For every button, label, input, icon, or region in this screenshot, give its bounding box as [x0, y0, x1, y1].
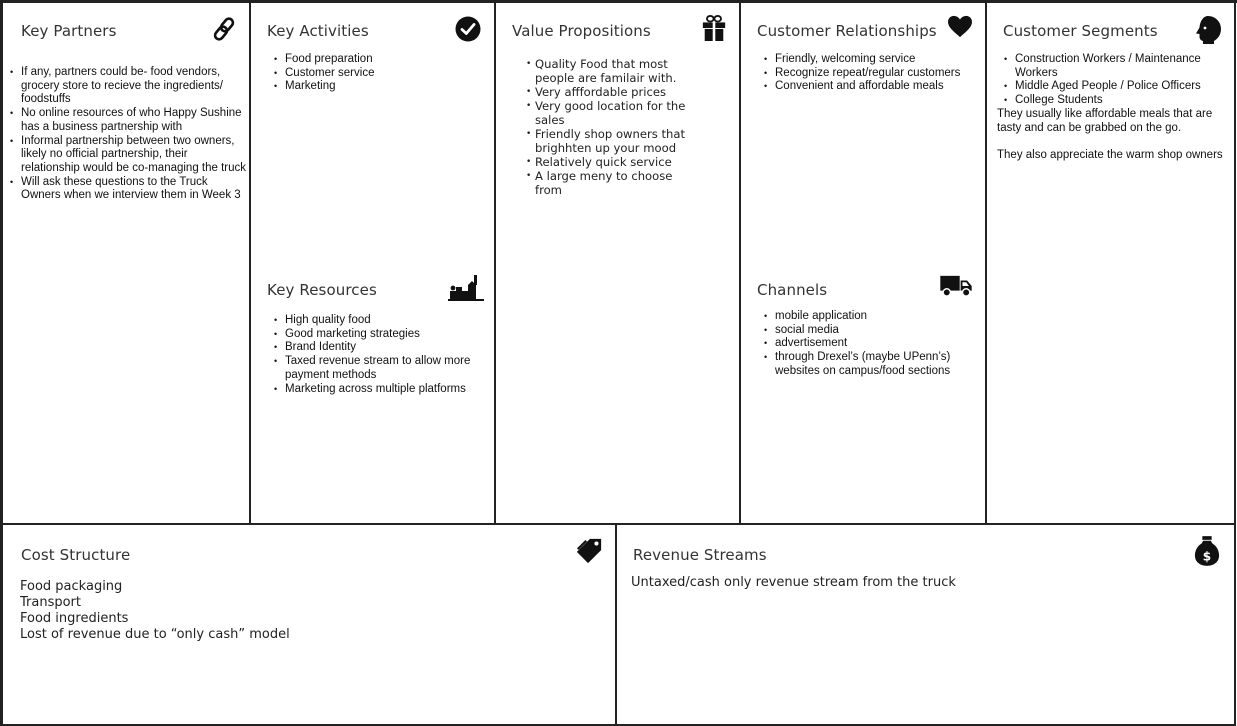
customer-segments-note: They usually like affordable meals that are tasty and can be grabbed on the go.	[997, 108, 1213, 134]
customer-segments-list	[1001, 53, 1233, 108]
revenue-item: Untaxed/cash only revenue stream from the truck	[631, 575, 956, 590]
customer-segments-block	[985, 3, 1236, 525]
list-item: • Customer service	[271, 67, 491, 81]
list-item: • Recognize repeat/regular customers	[761, 67, 983, 81]
key-resources-title: Key Resources	[267, 281, 377, 299]
customer-segments-note: They also appreciate the warm shop owners	[997, 149, 1223, 161]
list-item: • Construction Workers / Maintenance Workers	[1001, 53, 1233, 80]
heart-icon	[947, 15, 973, 39]
cost-item: Transport	[20, 595, 82, 610]
list-item: • Middle Aged People / Police Officers	[1001, 80, 1233, 94]
key-partners-title: Key Partners	[21, 22, 117, 40]
list-item: • Brand Identity	[271, 341, 491, 355]
list-item: • Food preparation	[271, 53, 491, 67]
checkmark-icon	[454, 15, 482, 43]
cost-structure-lines	[20, 579, 290, 643]
channels-list	[761, 310, 976, 379]
list-item: • A large meny to choose from	[523, 169, 703, 197]
list-item: • Informal partnership between two owners, likely no official partnership, their relationship would be co-managing the truck	[7, 135, 247, 176]
channels-title: Channels	[757, 281, 828, 299]
key-partners-block	[3, 3, 251, 525]
factory-icon	[448, 272, 484, 302]
key-partners-list	[7, 66, 247, 203]
value-propositions-block	[494, 3, 741, 525]
cost-item: Food packaging	[20, 579, 123, 594]
money-bag-icon	[1194, 535, 1220, 567]
list-item: • Marketing	[271, 80, 491, 94]
customer-relationships-title: Customer Relationships	[757, 22, 937, 40]
customer-segments-title: Customer Segments	[1003, 22, 1158, 40]
list-item: • Will ask these questions to the Truck Owners when we interview them in Week 3	[7, 176, 247, 203]
list-item: • through Drexel’s (maybe UPenn’s) websites on campus/food sections	[761, 351, 976, 378]
list-item: • Convenient and affordable meals	[761, 80, 983, 94]
list-item: • College Students	[1001, 94, 1233, 108]
list-item: • Relatively quick service	[523, 155, 703, 169]
key-resources-block	[249, 264, 496, 525]
value-propositions-title: Value Propositions	[512, 22, 651, 40]
customer-relationships-list	[761, 53, 983, 94]
list-item: • Very afffordable prices	[523, 85, 703, 99]
list-item: • Quality Food that most people are familair with.	[523, 57, 703, 85]
list-item: • social media	[761, 324, 976, 338]
list-item: • Marketing across multiple platforms	[271, 383, 491, 397]
list-item: • advertisement	[761, 337, 976, 351]
cost-structure-block	[3, 523, 617, 726]
revenue-streams-lines	[631, 575, 956, 591]
list-item: • No online resources of who Happy Sushine has a business partnership with	[7, 107, 247, 134]
key-activities-block	[249, 3, 496, 266]
gift-icon	[701, 13, 727, 43]
key-activities-title: Key Activities	[267, 22, 369, 40]
link-icon	[211, 15, 239, 43]
list-item: • Very good location for the sales	[523, 99, 703, 127]
cost-item: Food ingredients	[20, 611, 129, 626]
price-tag-icon	[575, 537, 603, 565]
list-item: • High quality food	[271, 314, 491, 328]
list-item: • Good marketing strategies	[271, 328, 491, 342]
key-activities-list	[271, 53, 491, 94]
list-item: • Friendly, welcoming service	[761, 53, 983, 67]
revenue-streams-block	[615, 523, 1236, 726]
value-propositions-list	[523, 57, 703, 197]
list-item: • Friendly shop owners that brighhten up your mood	[523, 127, 703, 155]
person-head-icon	[1192, 15, 1222, 45]
revenue-streams-title: Revenue Streams	[633, 546, 767, 564]
customer-relationships-block	[739, 3, 987, 266]
list-item: • mobile application	[761, 310, 976, 324]
cost-structure-title: Cost Structure	[21, 546, 131, 564]
svg-text:$: $	[1202, 549, 1212, 564]
list-item: • Taxed revenue stream to allow more payment methods	[271, 355, 491, 382]
list-item: • If any, partners could be- food vendors, grocery store to recieve the ingredients/ foodstuffs	[7, 66, 247, 107]
truck-icon	[939, 274, 973, 298]
channels-block	[739, 264, 987, 525]
cost-item: Lost of revenue due to “only cash” model	[20, 627, 290, 642]
key-resources-list	[271, 314, 491, 396]
